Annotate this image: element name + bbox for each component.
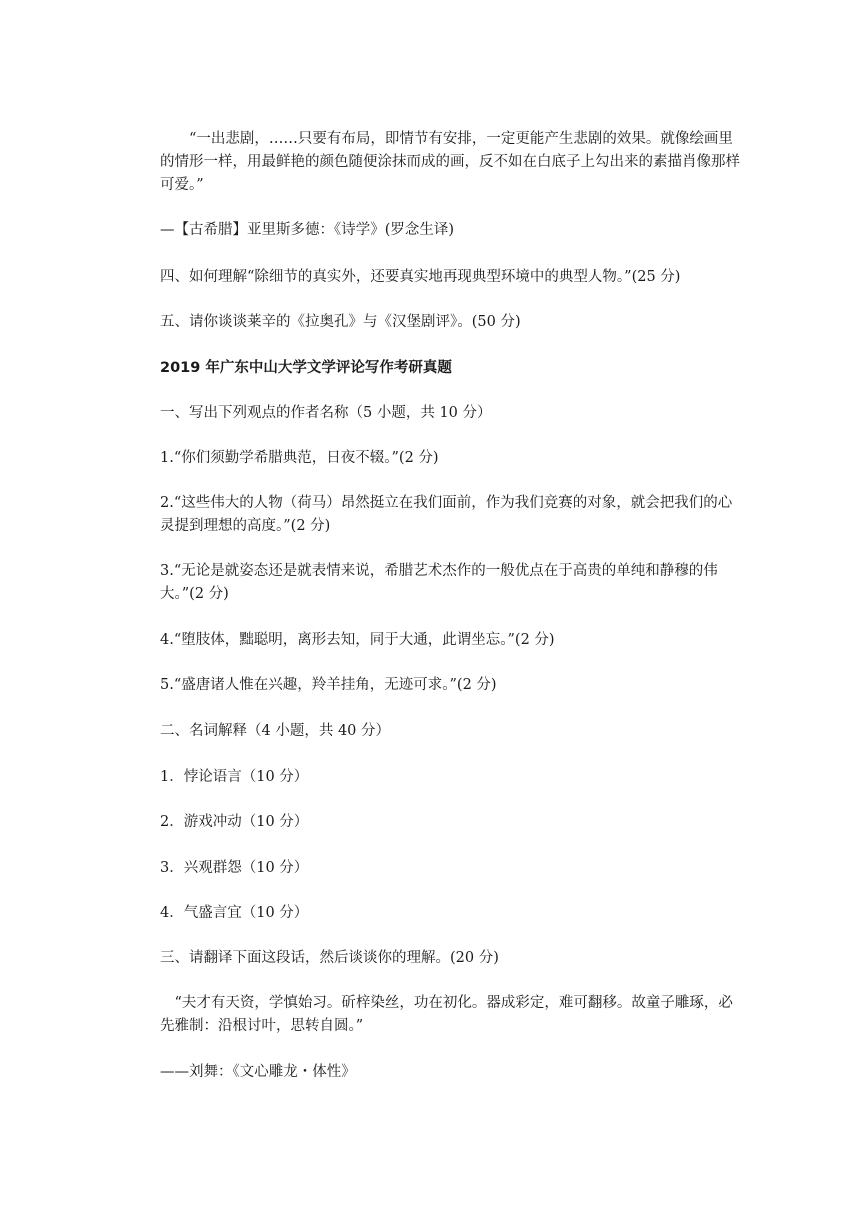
section-2-item-2: 2．游戏冲动（10 分） (160, 814, 309, 830)
quote-wenxin-source: ——刘舞：《文心雕龙・体性》 (160, 1064, 356, 1080)
quote-wenxin: “夫才有天资，学慎始习。斫梓染丝，功在初化。器成彩定，难可翻移。故童子雕琢，必先雅制：沿根讨叶，思转自圆。” (160, 995, 733, 1034)
section-1-item-2: 2.“这些伟大的人物（荷马）昂然挺立在我们面前，作为我们竞赛的对象，就会把我们的心灵提到理想的高度。”(2 分) (160, 495, 733, 534)
section-1-item-3: 3.“无论是就姿态还是就表情来说，希腊艺术杰作的一般优点在于高贵的单纯和静穆的伟大。”(2 分) (160, 563, 718, 602)
section-1-item-4: 4.“堕肢体，黜聪明，离形去知，同于大通，此谓坐忘。”(2 分) (160, 632, 555, 648)
section-1-title: 一、写出下列观点的作者名称（5 小题，共 10 分） (160, 405, 492, 421)
question-5: 五、请你谈谈莱辛的《拉奥孔》与《汉堡剧评》。(50 分) (160, 314, 521, 330)
section-2-item-4: 4．气盛言宜（10 分） (160, 905, 309, 921)
quote-aristotle-source: —【古希腊】亚里斯多德：《诗学》(罗念生译) (160, 222, 455, 238)
quote-aristotle: “一出悲剧，……只要有布局，即情节有安排，一定更能产生悲剧的效果。就像绘画里的情形一样，用最鲜艳的颜色随便涂抹而成的画，反不如在白底子上勾出来的素描肖像那样可爱。” (160, 131, 740, 193)
question-4: 四、如何理解“除细节的真实外，还要真实地再现典型环境中的典型人物。”(25 分) (160, 269, 681, 285)
section-3-title: 三、请翻译下面这段话，然后谈谈你的理解。(20 分) (160, 950, 499, 966)
exam-heading: 2019 年广东中山大学文学评论写作考研真题 (160, 360, 452, 376)
section-1-item-1: 1.“你们须勤学希腊典范，日夜不辍。”(2 分) (160, 450, 439, 466)
section-2-title: 二、名词解释（4 小题，共 40 分） (160, 723, 391, 739)
section-2-item-1: 1．悖论语言（10 分） (160, 769, 309, 785)
section-1-item-5: 5.“盛唐诸人惟在兴趣，羚羊挂角，无迹可求。”(2 分) (160, 677, 497, 693)
section-2-item-3: 3．兴观群怨（10 分） (160, 860, 309, 876)
